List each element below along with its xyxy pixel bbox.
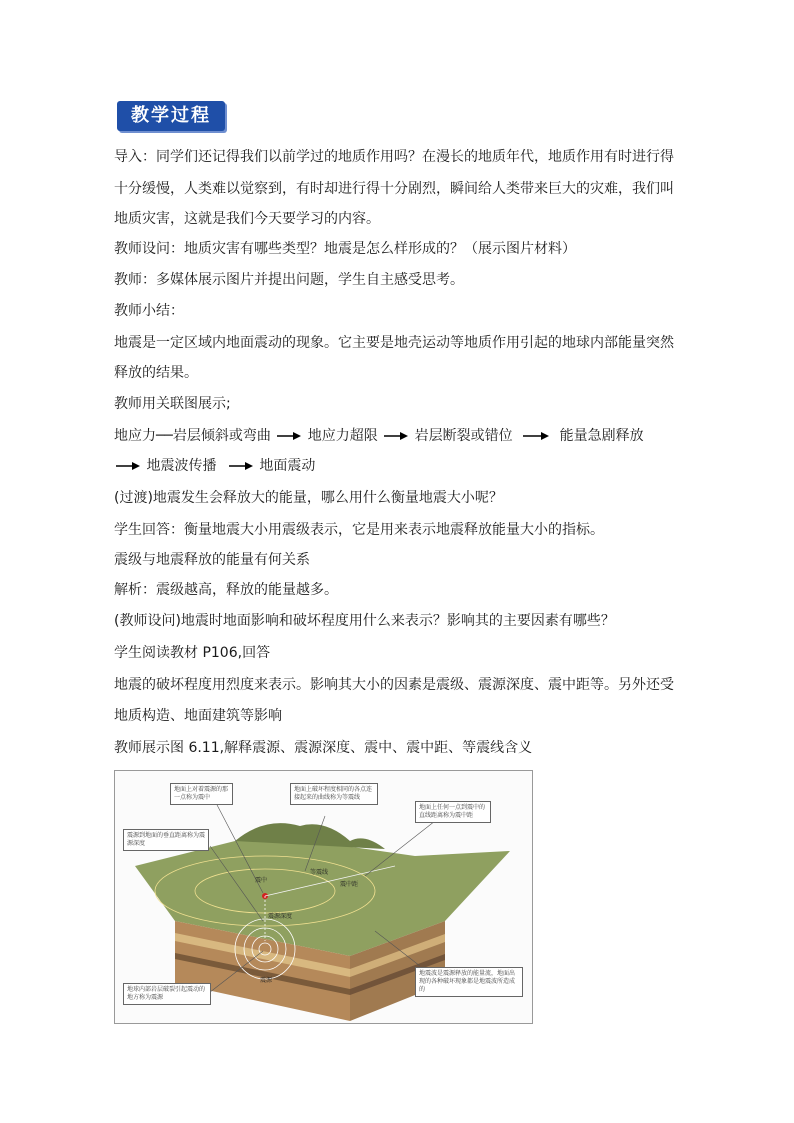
flow-step: 能量急剧释放: [559, 428, 644, 444]
label-focal-depth: 震源深度: [268, 913, 293, 920]
flow-diagram-row-2: [114, 456, 315, 476]
callout-isoseismal: 地面上破坏程度相同的各点连接起来的曲线称为等震线: [290, 783, 378, 805]
callout-focal-depth: 震源到地面的垂直距离称为震源深度: [123, 829, 209, 851]
section-title: 教学过程: [131, 105, 211, 126]
paragraph-line: 教师用关联图展示;: [114, 396, 231, 412]
paragraph-line: 解析：震级越高，释放的能量越多。: [114, 582, 338, 598]
paragraph-line: 十分缓慢，人类难以觉察到，有时却进行得十分剧烈，瞬间给人类带来巨大的灾难，我们叫: [114, 181, 674, 197]
callout-epicentral-distance: 地面上任何一点到震中的直线距离称为震中距: [415, 801, 491, 823]
paragraph-line: 地质灾害，这就是我们今天要学习的内容。: [114, 211, 380, 227]
flow-step: 地面震动: [259, 458, 316, 474]
paragraph-line: 地震是一定区域内地面震动的现象。它主要是地壳运动等地质作用引起的地球内部能量突然: [114, 335, 674, 351]
paragraph-line: 震级与地震释放的能量有何关系: [114, 552, 310, 568]
paragraph-line: (教师设问)地震时地面影响和破坏程度用什么来表示？影响其的主要因素有哪些？: [114, 613, 615, 629]
flow-step: 地应力──岩层倾斜或弯曲: [114, 428, 271, 444]
earthquake-diagram-figure: [114, 770, 533, 1024]
flow-step: 地震波传播: [146, 458, 217, 474]
section-title-badge: [117, 101, 225, 131]
paragraph-line: 地质构造、地面建筑等影响: [114, 708, 282, 724]
paragraph-line: (过渡)地震发生会释放大的能量，哪么用什么衡量地震大小呢？: [114, 490, 503, 506]
label-epicenter: 震中: [255, 877, 268, 884]
flow-diagram-row-1: [114, 426, 644, 446]
arrow-icon: [277, 431, 301, 441]
arrow-icon: [384, 431, 408, 441]
paragraph-line: 教师小结：: [114, 303, 184, 319]
paragraph-line: 学生阅读教材 P106,回答: [114, 645, 271, 661]
label-epicentral-distance: 震中距: [340, 881, 359, 888]
callout-seismic-wave: 地震波是震源释放的能量流，地面出现的各种破坏现象都是地震波所造成的: [415, 967, 523, 997]
flow-step: 地应力超限: [307, 428, 378, 444]
callout-focus: 地球内部岩层破裂引起震动的地方称为震源: [123, 983, 211, 1005]
arrow-icon: [523, 431, 549, 441]
paragraph-line: 学生回答：衡量地震大小用震级表示，它是用来表示地震释放能量大小的指标。: [114, 522, 604, 538]
label-isoseismal: 等震线: [310, 869, 329, 876]
callout-epicenter: 地面上对着震源的那一点称为震中: [170, 783, 233, 805]
paragraph-line: 教师展示图 6.11,解释震源、震源深度、震中、震中距、等震线含义: [114, 740, 533, 756]
flow-step: 岩层断裂或错位: [414, 428, 513, 444]
paragraph-line: 教师设问：地质灾害有哪些类型？地震是怎么样形成的？（展示图片材料）: [114, 241, 576, 257]
arrow-icon: [116, 461, 140, 471]
paragraph-line: 导入：同学们还记得我们以前学过的地质作用吗？在漫长的地质年代，地质作用有时进行得: [114, 149, 674, 165]
label-focus: 震源: [260, 977, 273, 984]
arrow-icon: [229, 461, 253, 471]
paragraph-line: 释放的结果。: [114, 365, 198, 381]
paragraph-line: 教师：多媒体展示图片并提出问题，学生自主感受思考。: [114, 272, 464, 288]
paragraph-line: 地震的破坏程度用烈度来表示。影响其大小的因素是震级、震源深度、震中距等。另外还受: [114, 677, 674, 693]
